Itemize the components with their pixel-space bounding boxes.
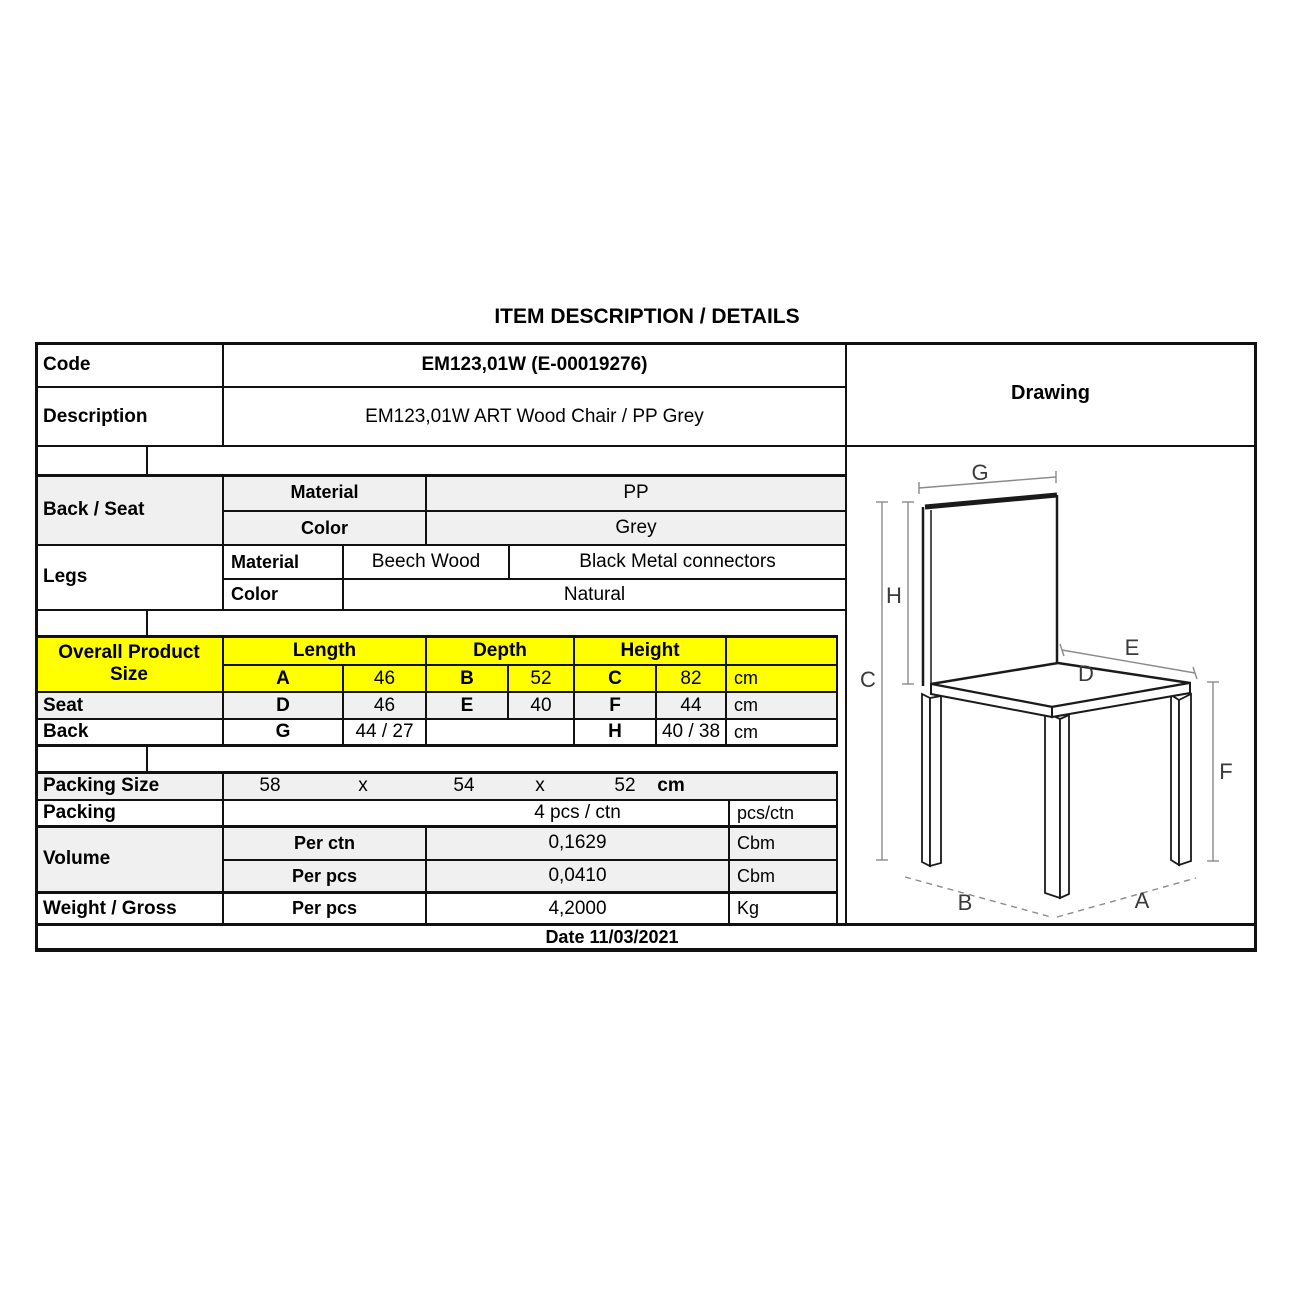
description-label: Description [43,405,148,427]
overall-c-value: 82 [680,667,702,689]
seat-e-key: E [460,694,474,716]
seat-f-value: 44 [680,694,702,716]
table-border [35,609,845,611]
back-seat-material-value: PP [623,481,649,503]
packing-size-value: 52 [614,774,636,796]
packing-size-x: x [358,774,368,796]
back-seat-material-label: Material [290,482,359,503]
weight-value: 4,2000 [548,897,607,919]
back-g-key: G [275,721,291,743]
chair-drawing [845,447,1257,923]
legs-color-value: Natural [563,583,626,605]
overall-a-key: A [276,667,290,689]
seat-d-value: 46 [373,694,396,716]
volume-per-pcs-label: Per pcs [291,865,358,886]
packing-size-unit: cm [657,774,685,796]
chair-outline [922,495,1191,898]
dim-label-d: D [1078,661,1094,686]
description-value: EM123,01W ART Wood Chair / PP Grey [365,405,704,427]
date-row: Date 11/03/2021 [545,926,679,947]
spacer-divider [146,744,148,772]
volume-per-ctn-unit: Cbm [737,832,776,853]
back-row-label: Back [43,721,89,743]
packing-label: Packing [43,802,116,824]
legs-label: Legs [43,565,88,587]
seat-d-key: D [276,694,290,716]
size-table-label-line2: Size [109,664,149,685]
legs-material-label: Material [231,551,300,572]
volume-per-pcs-value: 0,0410 [548,865,607,887]
page-title: ITEM DESCRIPTION / DETAILS [494,304,800,328]
back-seat-color-label: Color [301,517,348,538]
spacer-divider [146,445,148,475]
overall-b-key: B [460,667,474,689]
seat-unit: cm [734,695,758,716]
volume-label: Volume [43,848,111,870]
back-seat-label: Back / Seat [43,498,145,520]
packing-size-x: x [535,774,545,796]
volume-per-pcs-unit: Cbm [737,865,776,886]
dim-label-f: F [1219,759,1233,784]
size-table-label-line1: Overall Product [58,642,200,664]
seat-f-key: F [609,694,621,716]
legs-material-metal: Black Metal connectors [579,551,776,573]
weight-label: Weight / Gross [43,897,177,919]
packing-value: 4 pcs / ctn [534,802,621,824]
overall-a-value: 46 [373,667,396,689]
volume-per-ctn-value: 0,1629 [548,832,607,854]
seat-e-value: 40 [530,694,552,716]
back-seat-color-value: Grey [615,517,657,539]
dim-label-h: H [886,583,902,608]
table-border [35,445,1257,447]
back-h-value: 40 / 38 [661,721,721,743]
legs-color-label: Color [231,584,278,605]
back-h-key: H [608,721,622,743]
packing-unit: pcs/ctn [737,802,795,823]
dim-label-c: C [860,667,876,692]
weight-per-label: Per pcs [291,898,358,919]
packing-size-value: 58 [259,774,281,796]
table-border [1254,342,1257,952]
spacer-divider [146,609,148,636]
packing-size-label: Packing Size [43,774,160,796]
overall-unit: cm [734,668,758,689]
dim-label-e: E [1124,635,1140,660]
table-border [35,948,1257,952]
dim-label-a: A [1134,888,1150,913]
overall-c-key: C [608,667,622,689]
code-label: Code [43,354,91,376]
depth-header: Depth [473,639,527,661]
packing-size-value: 54 [453,774,475,796]
overall-b-value: 52 [530,667,552,689]
dim-label-g: G [971,460,989,485]
seat-row-label: Seat [43,694,84,716]
table-border [35,744,838,747]
code-value: EM123,01W (E-00019276) [421,354,648,376]
volume-per-ctn-label: Per ctn [293,832,356,853]
length-header: Length [292,639,357,661]
back-unit: cm [734,721,758,742]
height-header: Height [620,639,680,661]
dim-label-b: B [957,890,973,915]
size-table-label [36,637,222,691]
drawing-header: Drawing [1011,382,1090,404]
back-g-value: 44 / 27 [355,721,414,743]
legs-material-wood: Beech Wood [371,551,481,573]
weight-unit: Kg [737,898,760,919]
